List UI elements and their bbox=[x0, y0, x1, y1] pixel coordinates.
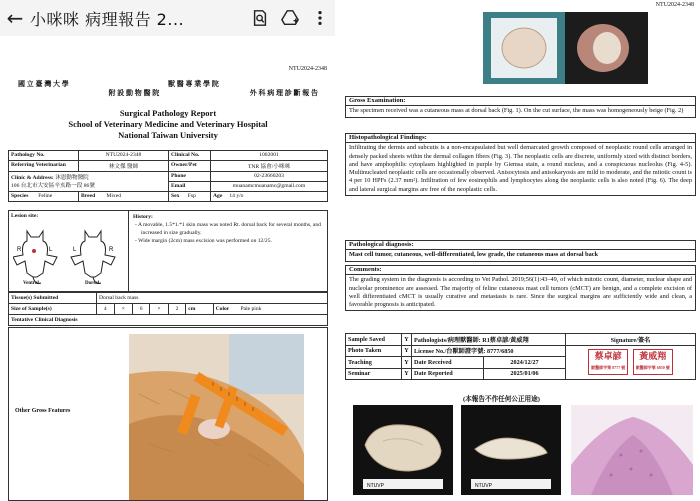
dorsal-label: Dorsal bbox=[85, 281, 100, 286]
sample-saved-label: Sample Saved bbox=[346, 334, 402, 346]
clinic-cell bbox=[9, 172, 169, 192]
pathologist-stamp-2: 黃威翔 獸醫師字第 6850 號 bbox=[633, 349, 673, 375]
size-c: 2 bbox=[168, 304, 186, 315]
clinic-label: Clinic & Address: bbox=[11, 175, 54, 181]
phone-label: Phone bbox=[169, 172, 211, 182]
report-page-2 bbox=[343, 0, 700, 501]
date-reported: 2025/01/06 bbox=[484, 368, 566, 380]
sex-cell: Sex Fsp bbox=[169, 192, 211, 202]
size-x1: × bbox=[114, 304, 132, 315]
diagnosis-section bbox=[345, 240, 696, 262]
size-a: 4 bbox=[97, 304, 115, 315]
university-name: National Taiwan University bbox=[118, 130, 218, 140]
email-label: Email bbox=[169, 182, 211, 192]
gross-features-section bbox=[8, 327, 328, 501]
app-toolbar bbox=[0, 0, 335, 36]
dept-zh-2: 附 設 動 物 醫 院 bbox=[108, 89, 160, 97]
size-b: 6 bbox=[132, 304, 150, 315]
more-vert-icon[interactable] bbox=[305, 0, 335, 36]
species-cell: Species Feline bbox=[9, 192, 79, 202]
search-document-icon[interactable] bbox=[245, 0, 275, 36]
cat-caliper-photo bbox=[129, 334, 304, 500]
specimen-photo-1 bbox=[353, 405, 453, 495]
age-cell: Age 14 y/o bbox=[211, 192, 328, 202]
date-received-label: Date Received bbox=[412, 357, 484, 369]
size-label: Size of Sample(s) bbox=[9, 304, 97, 315]
ruler-label-2: NTUVP bbox=[475, 483, 492, 489]
seminar-mark: Y bbox=[402, 368, 412, 380]
signature-stamps bbox=[566, 345, 696, 380]
svg-text:L: L bbox=[49, 247, 53, 253]
report-id: NTU2024-2348 bbox=[288, 66, 327, 72]
specimen-photo-2 bbox=[461, 405, 561, 495]
pathology-no-label: Pathology No. bbox=[9, 151, 79, 161]
pdf-viewer-pane bbox=[0, 0, 335, 501]
teaching-mark: Y bbox=[402, 357, 412, 369]
color-cell: Color Pale pink bbox=[213, 304, 327, 315]
tissue: Dorsal back mass bbox=[97, 293, 328, 304]
email: muanamcmuanamc@gmail.com bbox=[211, 182, 328, 192]
gross-exam-label: Gross Examination: bbox=[346, 97, 695, 106]
histo-text: Infiltrating the dermis and subcutis is a non-encapsulated but well demarcated growth composed of neoplastic round cells arranged in densely packed sheets within the dermal collagen fibers (Fig. 3). The neoplastic cells are discrete, uniformly sized with distinct borders, and have amphophilic cytoplasm highlighted in purple by Giemsa stain, a round nucleus, and a conspicuous nucleolus (Fig. 4-5). Multinucleated neoplastic cells are occasionally observed. Anisocytosis and anisokaryosis are mild to moderate, and the mitotic count is 4 per 10 HPFs (2.37 mm²). Infiltration of few eosinophils and lymphocytes along the neoplastic cells is also noted (Fig. 6). The deep and lateral surgical margins are free of the neoplastic cells. bbox=[349, 144, 692, 193]
phone: 02-23660203 bbox=[211, 172, 328, 182]
size-x2: × bbox=[150, 304, 168, 315]
svg-text:R: R bbox=[17, 247, 22, 253]
lesion-history-section bbox=[8, 210, 328, 292]
history-label: History: bbox=[133, 214, 153, 220]
pathologists: Pathologists/病理獸醫師: R1蔡卓諺/黃威翔 bbox=[412, 334, 566, 346]
ref-vet: 林文傑 醫師 bbox=[79, 161, 169, 172]
owner: TNR 協會/小咪咪 bbox=[211, 161, 328, 172]
sample-table bbox=[8, 292, 328, 326]
ref-vet-label: Referring Veterinarian bbox=[9, 161, 79, 172]
clinic-name: 沐恩動物醫院 bbox=[55, 175, 89, 181]
clinical-no: 1002001 bbox=[211, 151, 328, 161]
size-unit: cm bbox=[186, 304, 213, 315]
comments-label: Comments: bbox=[346, 266, 695, 275]
usage-notice: (本報告不作任何公正用途) bbox=[463, 396, 540, 403]
teaching-label: Teaching bbox=[346, 357, 402, 369]
report-id-page2: NTU2024-2348 bbox=[655, 2, 694, 8]
owner-label: Owner/Pet bbox=[169, 161, 211, 172]
sample-saved-mark: Y bbox=[402, 334, 412, 346]
school-name: School of Veterinary Medicine and Veterinary Hospital bbox=[68, 119, 268, 129]
dept-zh-1: 獸 醫 專 業 學 院 bbox=[168, 80, 219, 88]
histo-section bbox=[345, 133, 696, 196]
breed-cell: Breed Mixed bbox=[79, 192, 169, 202]
date-received: 2024/12/27 bbox=[484, 357, 566, 369]
signature-label: Signature/簽名 bbox=[566, 334, 696, 346]
history-cell: History: - A movable, 1.5*1.*1 skin mass was noted Rt. dorsal back for several months, and increased in size gradually. - Wide margin (2cm) mass excision was performed on 12/25. bbox=[133, 214, 321, 244]
date-reported-label: Date Reported bbox=[412, 368, 484, 380]
histo-label: Histopathological Findings: bbox=[346, 134, 695, 143]
gross-features-label: Other Gross Features bbox=[15, 408, 71, 414]
svg-text:R: R bbox=[109, 247, 114, 253]
report-header-zh bbox=[18, 80, 318, 98]
histology-photo bbox=[571, 405, 693, 495]
report-title: Surgical Pathology Report bbox=[119, 108, 217, 118]
ventral-label: Ventral bbox=[23, 281, 39, 286]
signature-table bbox=[345, 333, 696, 380]
document-title: 小咪咪 病理報告 2... bbox=[30, 9, 185, 29]
add-to-drive-icon[interactable] bbox=[275, 0, 305, 36]
photo-taken-mark: Y bbox=[402, 345, 412, 357]
tentative-label: Tentative Clinical Diagnosis bbox=[9, 315, 328, 326]
comments-section bbox=[345, 265, 696, 311]
clinic-address: 106 台北市大安區辛亥路一段 86號 bbox=[11, 183, 95, 189]
license: License No./台獸師證字號: 8777/6850 bbox=[412, 345, 566, 357]
pathology-no: NTU2024-2348 bbox=[79, 151, 169, 161]
service-zh: 外 科 病 理 診 斷 報 告 bbox=[249, 89, 318, 97]
gross-photo-strip bbox=[483, 12, 648, 84]
seminar-label: Seminar bbox=[346, 368, 402, 380]
ruler-label-1: NTUVP bbox=[367, 483, 384, 489]
lesion-site-label: Lesion site: bbox=[11, 213, 39, 219]
clinical-no-label: Clinical No. bbox=[169, 151, 211, 161]
history-item-2: Wide margin (2cm) mass excision was performed on 12/25. bbox=[138, 238, 272, 244]
back-arrow-icon[interactable]: ← bbox=[6, 6, 24, 30]
pathologist-stamp-1: 蔡卓諺 獸醫師字第 8777 號 bbox=[588, 349, 628, 375]
svg-text:L: L bbox=[73, 247, 77, 253]
comments-text: The grading system in the diagnosis is according to Vet Pathol. 2019;56(1):43–49, of which mitotic count, diameter, nuclear shape and nucleolar prominence are assessed. The majority of feline cutaneous mast cell tumors (cMCT) are benign, and a complete excision of well differentiated cMCT is usually curative and metastasis is rare. Since the surgical margins are sufficiently wide and clean, a favorable prognosis is anticipated. bbox=[349, 276, 692, 309]
tissue-label: Tissue(s) Submitted bbox=[9, 293, 97, 304]
report-header-en bbox=[8, 108, 328, 141]
photo-taken-label: Photo Taken bbox=[346, 345, 402, 357]
gross-exam-section bbox=[345, 96, 696, 118]
lesion-site-cell bbox=[9, 211, 129, 293]
diagnosis-text: Mast cell tumor, cutaneous, well-differentiated, low grade, the cutaneous mass at dorsal back bbox=[349, 251, 599, 259]
lesion-marker bbox=[32, 249, 36, 253]
gross-exam-text: The specimen received was a cutaneous mass at dorsal back (Fig. 1). On the cut surface, the mass was homogeneously beige (Fig. 2) bbox=[349, 107, 684, 115]
univ-zh: 國 立 臺 灣 大 學 bbox=[18, 80, 69, 88]
history-item-1: A movable, 1.5*1.*1 skin mass was noted Rt. dorsal back for several months, and increased in size gradually. bbox=[137, 222, 321, 236]
patient-info-table bbox=[8, 150, 328, 202]
diagnosis-label: Pathological diagnosis: bbox=[346, 241, 695, 250]
